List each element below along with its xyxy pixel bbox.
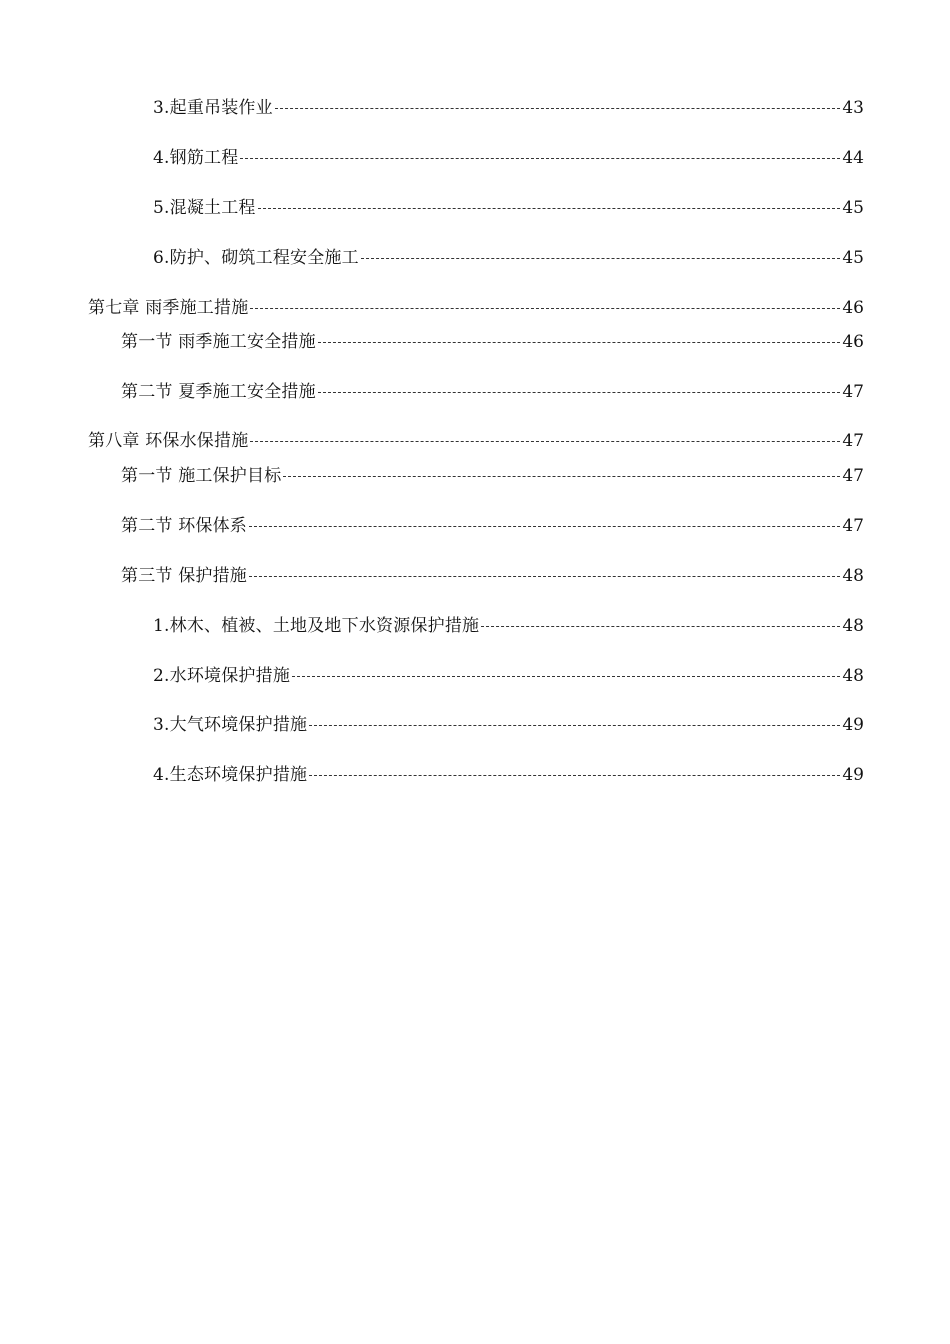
toc-leader-line — [361, 258, 840, 259]
toc-leader-line — [309, 775, 840, 776]
toc-page-number: 46 — [842, 332, 864, 352]
toc-page-number: 44 — [842, 148, 864, 168]
toc-leader-line — [250, 441, 840, 442]
toc-entry-label: 1.林木、植被、土地及地下水资源保护措施 — [153, 616, 480, 636]
toc-entry-label: 4.生态环境保护措施 — [153, 765, 308, 785]
toc-entry[interactable] — [153, 94, 864, 118]
toc-entry-label: 4.钢筋工程 — [153, 148, 239, 168]
toc-entry[interactable] — [153, 761, 864, 785]
toc-entry[interactable] — [153, 194, 864, 218]
toc-entry-label: 第一节 雨季施工安全措施 — [121, 332, 316, 352]
toc-leader-line — [249, 576, 840, 577]
toc-entry[interactable] — [153, 711, 864, 735]
toc-entry-label: 第一节 施工保护目标 — [121, 466, 282, 486]
toc-entry-label: 第七章 雨季施工措施 — [88, 298, 249, 318]
toc-section-entry[interactable] — [121, 378, 864, 402]
toc-leader-line — [292, 676, 840, 677]
toc-chapter-entry[interactable] — [88, 294, 864, 318]
toc-page-number: 49 — [842, 765, 864, 785]
toc-entry[interactable] — [153, 662, 864, 686]
toc-page-number: 45 — [842, 248, 864, 268]
toc-section-entry[interactable] — [121, 512, 864, 536]
toc-leader-line — [258, 208, 840, 209]
toc-leader-line — [250, 308, 840, 309]
toc-entry-label: 3.起重吊装作业 — [153, 98, 273, 118]
toc-page-number: 47 — [842, 466, 864, 486]
toc-page-number: 43 — [842, 98, 864, 118]
toc-leader-line — [318, 392, 840, 393]
toc-section-entry[interactable] — [121, 562, 864, 586]
toc-chapter-entry[interactable] — [88, 427, 864, 451]
toc-entry[interactable] — [153, 612, 864, 636]
toc-section-entry[interactable] — [121, 462, 864, 486]
toc-leader-line — [275, 108, 840, 109]
toc-leader-line — [481, 626, 840, 627]
toc-leader-line — [283, 476, 840, 477]
toc-entry[interactable] — [153, 144, 864, 168]
toc-leader-line — [240, 158, 840, 159]
toc-page-number: 48 — [842, 666, 864, 686]
toc-page-number: 49 — [842, 715, 864, 735]
toc-leader-line — [309, 725, 840, 726]
toc-leader-line — [318, 342, 840, 343]
toc-entry-label: 第二节 夏季施工安全措施 — [121, 382, 316, 402]
toc-entry[interactable] — [153, 244, 864, 268]
toc-entry-label: 5.混凝土工程 — [153, 198, 256, 218]
toc-page-number: 47 — [842, 382, 864, 402]
toc-entry-label: 第三节 保护措施 — [121, 566, 248, 586]
toc-entry-label: 第八章 环保水保措施 — [88, 431, 249, 451]
toc-page-number: 48 — [842, 566, 864, 586]
toc-page-number: 46 — [842, 298, 864, 318]
toc-page-number: 47 — [842, 516, 864, 536]
toc-page-number: 45 — [842, 198, 864, 218]
toc-entry-label: 6.防护、砌筑工程安全施工 — [153, 248, 359, 268]
toc-leader-line — [249, 526, 840, 527]
toc-entry-label: 第二节 环保体系 — [121, 516, 248, 536]
toc-section-entry[interactable] — [121, 328, 864, 352]
toc-entry-label: 2.水环境保护措施 — [153, 666, 291, 686]
toc-entry-label: 3.大气环境保护措施 — [153, 715, 308, 735]
toc-page-number: 48 — [842, 616, 864, 636]
toc-page-number: 47 — [842, 431, 864, 451]
